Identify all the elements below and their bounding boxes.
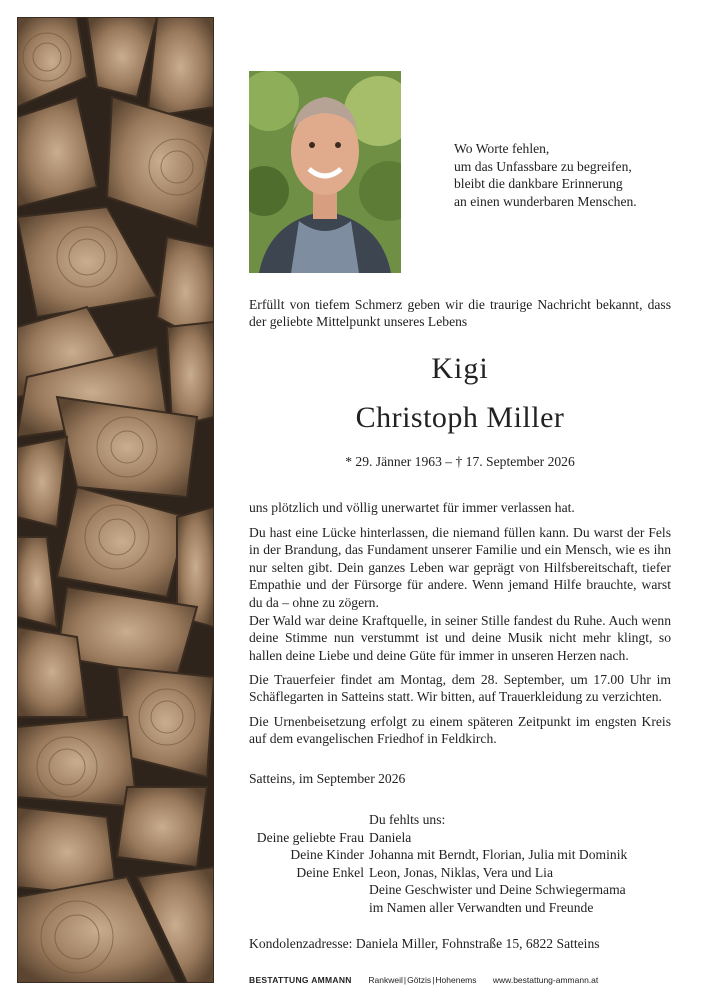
memorial-quote xyxy=(454,140,637,210)
deceased-nickname: Kigi xyxy=(431,352,489,385)
mourner-names: Deine Geschwister und Deine Schwiegermama xyxy=(369,882,626,898)
mourner-names: Daniela xyxy=(369,829,412,845)
mourner-names: Leon, Jonas, Niklas, Vera und Lia xyxy=(369,864,553,880)
condolence-address: Kondolenzadresse: Daniela Miller, Fohnstraße 15, 6822 Satteins xyxy=(249,936,600,951)
funeral-home-footer xyxy=(249,975,598,985)
quote-line: um das Unfassbare zu begreifen, xyxy=(454,158,632,174)
mourner-row xyxy=(249,846,627,864)
mourner-names: Johanna mit Berndt, Florian, Julia mit Dominik xyxy=(369,847,628,863)
quote-line: bleibt die dankbare Erinnerung xyxy=(454,176,623,192)
place-date: Satteins, im September 2026 xyxy=(249,771,406,786)
mourner-row xyxy=(249,899,627,917)
paragraph-ceremony: Die Trauerfeier findet am Montag, dem 28. September, um 17.00 Uhr im Schäflegarten in Satteins statt. Wir bitten, auf Trauerkleidung zu verzichten. xyxy=(249,672,671,705)
quote-line: an einen wunderbaren Menschen. xyxy=(454,193,637,209)
mourner-relation xyxy=(249,899,369,917)
life-dates: * 29. Jänner 1963 – † 17. September 2026 xyxy=(345,454,575,469)
paragraph-tribute: Du hast eine Lücke hinterlassen, die niemand füllen kann. Du warst der Fels in der Brandung, das Fundament unserer Familie und ein Mensch, wie es ihn nur selten gibt. Dein ganzes Leben war geprägt von Hilfsbereitschaft, tiefer Empathie und der Fürsorge für andere. Wenn jemand Hilfe brauchte, warst du da – ohne zu zögern. xyxy=(249,525,671,610)
portrait-photo xyxy=(249,71,401,273)
mourner-row xyxy=(249,881,627,899)
mourner-row xyxy=(249,864,627,882)
paragraph-forest: Der Wald war deine Kraftquelle, in seiner Stille fandest du Ruhe. Auch wenn deine Stimme nun verstummt ist und deine Musik nicht mehr klingt, so hallen deine Liebe und deine Güte für immer in unseren Herzen nach. xyxy=(249,613,671,663)
mourner-names: im Namen aller Verwandten und Freunde xyxy=(369,899,594,915)
paragraph-burial: Die Urnenbeisetzung erfolgt zu einem späteren Zeitpunkt im engsten Kreis auf dem evangelischen Friedhof in Feldkirch. xyxy=(249,714,671,747)
footer-locations: Rankweil|Götzis|Hohenems xyxy=(368,975,477,985)
mourner-row xyxy=(249,829,627,847)
mourners-header-row xyxy=(249,811,627,829)
quote-line: Wo Worte fehlen, xyxy=(454,141,550,156)
mourners-list xyxy=(249,811,627,917)
footer-website-link[interactable]: www.bestattung-ammann.at xyxy=(492,975,599,985)
mourners-header: Du fehlts uns: xyxy=(369,812,446,827)
intro-text: Erfüllt von tiefem Schmerz geben wir die traurige Nachricht bekannt, dass der geliebte Mittelpunkt unseres Lebens xyxy=(249,297,671,330)
mourner-relation xyxy=(249,881,369,899)
mourner-relation: Deine Kinder xyxy=(290,847,364,863)
wood-logs-image xyxy=(17,17,214,983)
funeral-home-logo: BESTATTUNG AMMANN xyxy=(249,975,352,985)
mourner-relation: Deine geliebte Frau xyxy=(256,829,364,845)
paragraph-passing: uns plötzlich und völlig unerwartet für immer verlassen hat. xyxy=(249,500,575,515)
deceased-full-name: Christoph Miller xyxy=(355,401,565,434)
mourner-relation: Deine Enkel xyxy=(296,864,364,880)
